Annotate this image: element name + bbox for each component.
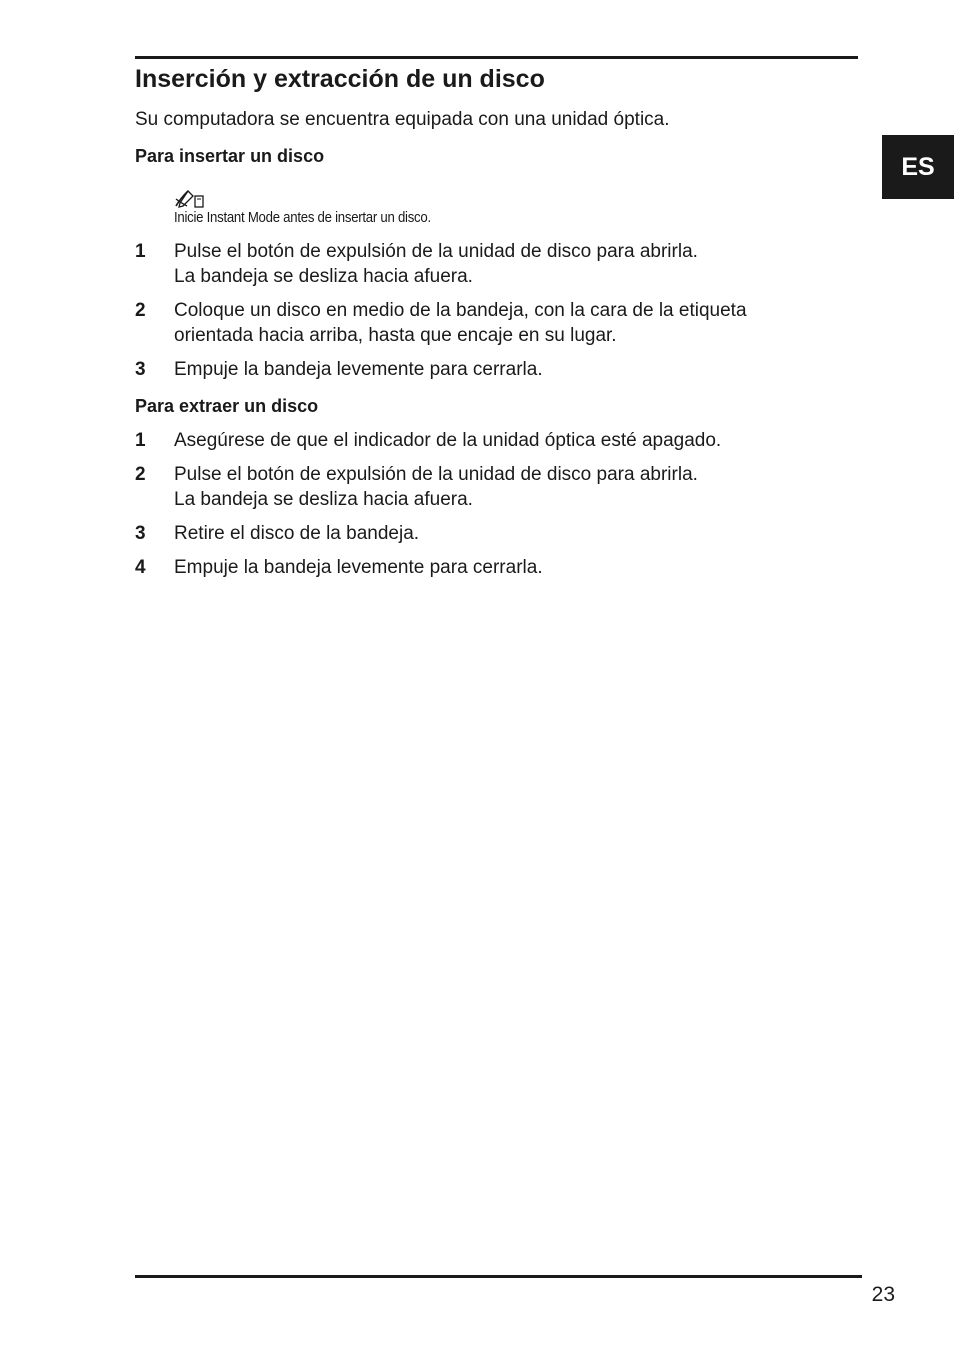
step-text — [174, 357, 543, 382]
step-number: 2 — [135, 300, 146, 321]
step-text — [174, 298, 747, 348]
step-line: La bandeja se desliza hacia afuera. — [174, 266, 473, 287]
step-line: Empuje la bandeja levemente para cerrarla. — [174, 557, 543, 578]
step-line: Asegúrese de que el indicador de la unidad óptica esté apagado. — [174, 430, 722, 451]
bottom-rule — [135, 1275, 862, 1278]
intro-text: Su computadora se encuentra equipada con una unidad óptica. — [135, 109, 670, 130]
language-tab: ES — [882, 135, 954, 199]
page-number: 23 — [871, 1283, 895, 1306]
note-pencil-icon — [174, 187, 206, 209]
step-line: orientada hacia arriba, hasta que encaje en su lugar. — [174, 325, 617, 346]
step-number: 2 — [135, 464, 146, 485]
step-text — [174, 462, 698, 512]
page-title: Inserción y extracción de un disco — [135, 65, 545, 93]
step-number: 4 — [135, 557, 146, 578]
step-number: 3 — [135, 523, 146, 544]
step-text — [174, 521, 419, 546]
step-text — [174, 428, 721, 453]
step-line: La bandeja se desliza hacia afuera. — [174, 489, 473, 510]
insert-section-heading: Para insertar un disco — [135, 146, 325, 166]
step-line: Empuje la bandeja levemente para cerrarla. — [174, 359, 543, 380]
note-text: Inicie Instant Mode antes de insertar un disco. — [174, 209, 431, 226]
step-number: 3 — [135, 359, 146, 380]
step-line: Coloque un disco en medio de la bandeja, con la cara de la etiqueta — [174, 300, 747, 321]
step-line: Pulse el botón de expulsión de la unidad de disco para abrirla. — [174, 464, 698, 485]
step-line: Retire el disco de la bandeja. — [174, 523, 420, 544]
remove-section-heading: Para extraer un disco — [135, 396, 319, 416]
step-line: Pulse el botón de expulsión de la unidad de disco para abrirla. — [174, 241, 698, 262]
step-number: 1 — [135, 430, 146, 451]
top-rule — [135, 56, 858, 59]
step-text — [174, 239, 698, 289]
step-text — [174, 555, 543, 580]
step-number: 1 — [135, 241, 146, 262]
